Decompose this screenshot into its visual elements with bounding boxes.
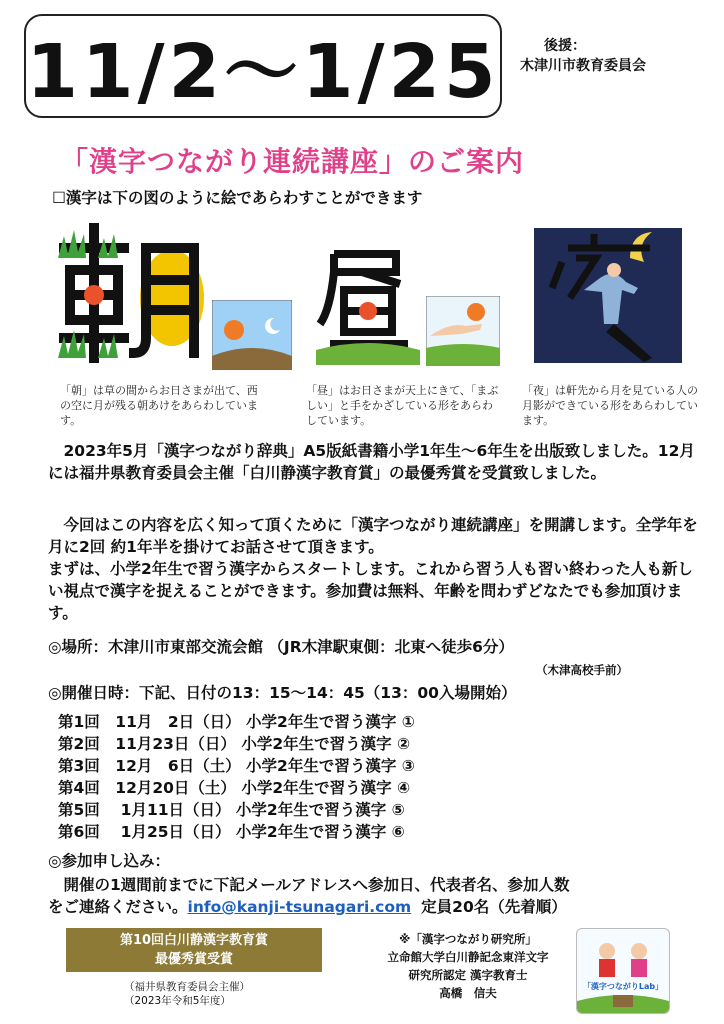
shading-hand-image [426,296,500,366]
award-badge [66,928,322,972]
application-heading: ◎参加申し込み： [48,852,171,870]
award-line-1: 第10回白川静漢字教育賞 [119,933,269,948]
date-range: 11/2～1/25 [26,29,500,115]
kanji-yoru-illustration [534,228,682,363]
body-paragraph-2: 今回はこの内容を広く知って頂くために「漢字つながり連続講座」を開講します。全学年を月に2回 約1年半を掛けてお話させて頂きます。 [48,516,698,556]
sponsor-block [520,36,646,76]
lab-logo [576,928,670,1014]
schedule-heading: ◎開催日時：下記、日付の13：15～14：45（13：00入場開始） [48,684,517,702]
lab-logo-image [577,929,669,1013]
lab-logo-text: 「漢字つながりLab」 [582,982,664,991]
schedule-row: 第5回 1月11日（日） 小学2年生で習う漢字 ⑤ [58,801,405,819]
venue-line: ◎場所：木津川市東部交流会館 （JR木津駅東側：北東へ徒歩6分） [48,638,514,656]
contact-email-link[interactable]: info@kanji-tsunagari.com [187,898,412,916]
page-title: 「漢字つながり連続講座」のご案内 [60,145,525,178]
date-range-box [24,14,502,118]
award-note-2: （2023年令和5年度） [124,995,231,1007]
schedule-row: 第3回 12月 6日（土） 小学2年生で習う漢字 ③ [58,757,415,775]
capacity-text: 定員20名（先着順） [421,898,567,916]
caption-hiru: 「昼」はお日さまが天上にきて、「まぶしい」と手をかざしている形をあらわしています。 [306,384,499,427]
lab-line-4: 高橋 信夫 [439,986,497,1000]
lab-line-2: 立命館大学白川静記念東洋文字 [387,950,549,964]
venue-note: （木津高校手前） [536,663,628,677]
caption-asa: 「朝」は草の間からお日さまが出て、西の空に月が残る朝あけをあらわしています。 [60,384,258,427]
application-text-2: をご連絡ください。 [48,898,188,916]
application-line-2 [48,896,698,918]
kanji-hiru-illustration [316,240,420,365]
sponsor-label: 後援： [544,38,586,54]
lab-credits [356,930,580,1002]
award-line-2: 最優秀賞受賞 [154,952,233,967]
schedule-row: 第2回 11月23日（日） 小学2年生で習う漢字 ② [58,735,411,753]
schedule-row: 第4回 12月20日（土） 小学2年生で習う漢字 ④ [58,779,411,797]
schedule-row: 第6回 1月25日（日） 小学2年生で習う漢字 ⑥ [58,823,405,841]
body-paragraph-3: まずは、小学2年生で習う漢字からスタートします。これから習う人も習い終わった人も新しい視点で漢字を捉えることができます。参加費は無料、年齢を問わずどなたでも参加頂けます。 [48,560,693,622]
kanji-asa-illustration [54,218,209,363]
intro-text: ☐漢字は下の図のように絵であらわすことができます [52,189,423,207]
dawn-scene-image [212,300,292,370]
lab-line-3: 研究所認定 漢字教育士 [408,968,528,982]
body-paragraph-1: 2023年5月「漢字つながり辞典」A5版紙書籍小学1年生～6年生を出版致しました。12月には福井県教育委員会主催「白川静漢字教育賞」の最優秀賞を受賞致しました。 [48,442,695,482]
application-text-1: 開催の1週間前までに下記メールアドレスへ参加日、代表者名、参加人数 [48,876,570,894]
schedule-row: 第1回 11月 2日（日） 小学2年生で習う漢字 ① [58,713,415,731]
lab-line-1: ※「漢字つながり研究所」 [399,932,537,946]
sponsor-name: 木津川市教育委員会 [520,58,646,74]
award-note-1: （福井県教育委員会主催） [124,981,250,993]
caption-yoru: 「夜」は軒先から月を見ている人の月影ができている形をあらわしています。 [522,384,698,427]
award-note [124,980,250,1008]
